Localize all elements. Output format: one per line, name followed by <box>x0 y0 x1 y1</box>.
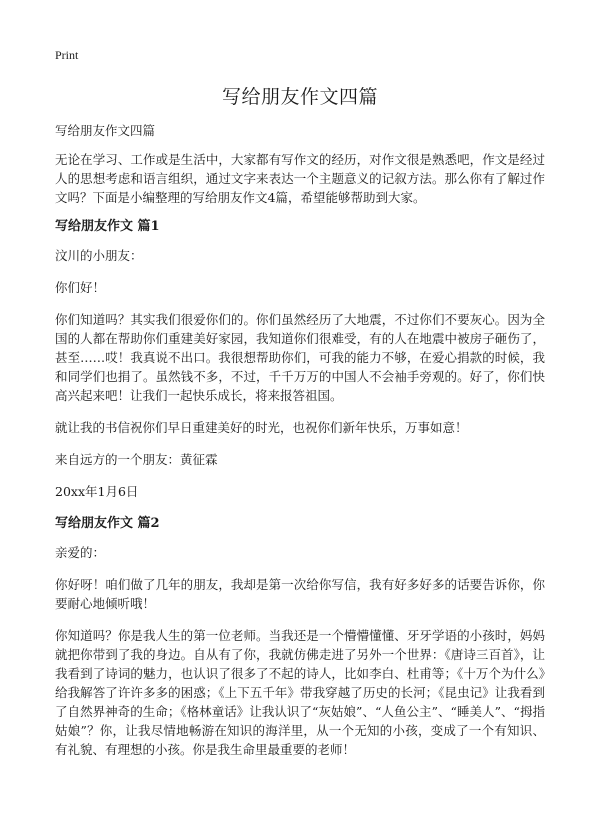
body-paragraph: 你好呀！咱们做了几年的朋友，我却是第一次给你写信，我有好多好多的话要告诉你，你要耐心地倾听哦！ <box>55 577 545 611</box>
salutation: 亲爱的： <box>55 545 106 560</box>
closing-paragraph: 就让我的书信祝你们早日重建美好的时光，也祝你们新年快乐，万事如意！ <box>55 420 468 435</box>
article-body <box>55 121 545 772</box>
section-1 <box>55 217 545 501</box>
section-heading: 写给朋友作文 篇1 <box>55 219 160 234</box>
body-paragraph: 你们知道吗？其实我们很爱你们的。你们虽然经历了大地震，不过你们不要灰心。因为全国的人都在帮助你们重建美好家园，我知道你们很难受，有的人在地震中被房子砸伤了，甚至……哎！我真说不出口。我很想帮助你们，可我的能力不够，在爱心捐款的时候，我和同学们也捐了。虽然钱不多，不过，千千万万的中国人不会袖手旁观的。好了，你们快高兴起来吧！让我们一起快乐成长，将来报答祖国。 <box>55 312 545 403</box>
salutation: 汶川的小朋友： <box>55 248 143 263</box>
section-heading: 写给朋友作文 篇2 <box>55 516 160 531</box>
intro-paragraph: 无论在学习、工作或是生活中，大家都有写作文的经历，对作文很是熟悉吧，作文是经过人的思想考虑和语言组织，通过文字来表达一个主题意义的记叙方法。那么你有了解过作文吗？下面是小编整理的写给朋友作文4篇，希望能够帮助到大家。 <box>55 152 545 205</box>
body-paragraph: 你知道吗？你是我人生的第一位老师。当我还是一个懵懵懂懂、牙牙学语的小孩时，妈妈就把你带到了我的身边。自从有了你，我就仿佛走进了另外一个世界：《唐诗三百首》，让我看到了诗词的魅力，也认识了很多了不起的诗人，比如李白、杜甫等；《十万个为什么》给我解答了许许多多的困惑；《上下五千年》带我穿越了历史的长河；《昆虫记》让我看到了自然界神奇的生命；《格林童话》让我认识了“灰姑娘”、“人鱼公主”、“睡美人”、“拇指姑娘”？你，让我尽情地畅游在知识的海洋里，从一个无知的小孩，变成了一个有知识、有礼貌、有理想的小孩。你是我生命里最重要的老师！ <box>55 628 545 757</box>
print-link[interactable]: Print <box>55 48 79 62</box>
page-title: 写给朋友作文四篇 <box>221 86 378 108</box>
signature: 来自远方的一个朋友：黄征霖 <box>55 452 218 467</box>
document-subtitle: 写给朋友作文四篇 <box>55 123 156 138</box>
letter-date: 20xx年1月6日 <box>55 484 139 499</box>
greeting: 你们好！ <box>55 280 106 295</box>
section-2 <box>55 514 545 759</box>
